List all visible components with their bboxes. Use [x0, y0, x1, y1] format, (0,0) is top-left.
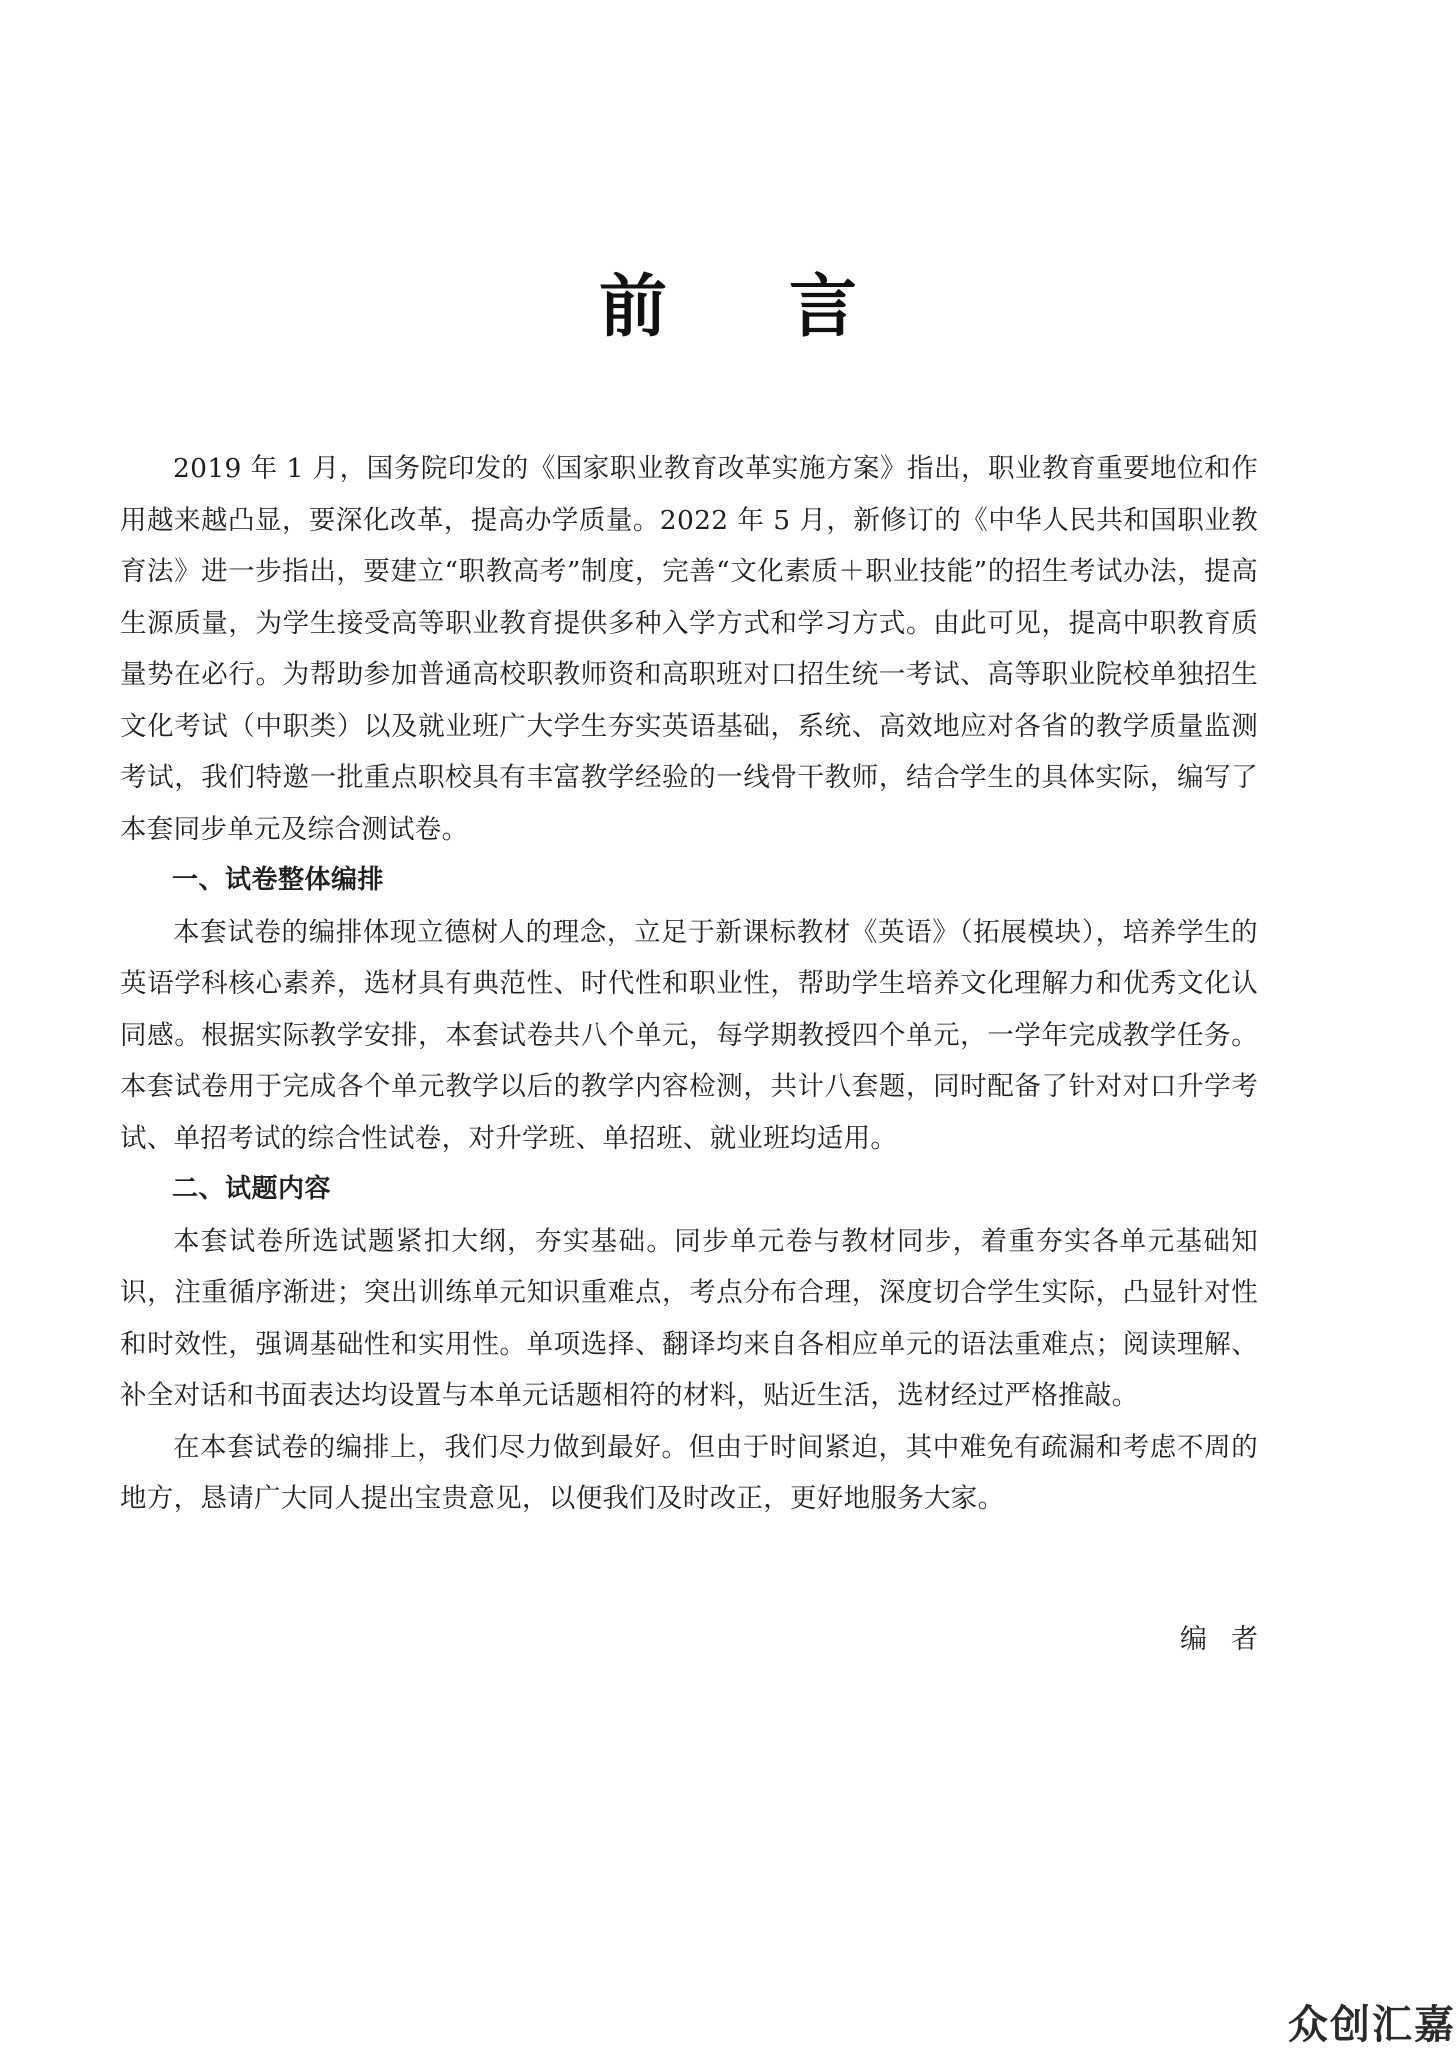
section-heading-layout: 一、试卷整体编排	[172, 865, 385, 895]
paragraph-layout: 本套试卷的编排体现立德树人的理念，立足于新课标教材《英语》（拓展模块），培养学生的英语学科核心素养，选材具有典范性、时代性和职业性，帮助学生培养文化理解力和优秀文化认同感。根据实际教学安排，本套试卷共八个单元，每学期教授四个单元，一学年完成教学任务。本套试卷用于完成各个单元教学以后的教学内容检测，共计八套题，同时配备了针对对口升学考试、单招考试的综合性试卷，对升学班、单招班、就业班均适用。	[120, 916, 1258, 1154]
paragraph-content: 本套试卷所选试题紧扣大纲，夯实基础。同步单元卷与教材同步，着重夯实各单元基础知识，注重循序渐进；突出训练单元知识重难点，考点分布合理，深度切合学生实际，凸显针对性和时效性，强调基础性和实用性。单项选择、翻译均来自各相应单元的语法重难点；阅读理解、补全对话和书面表达均设置与本单元话题相符的材料，贴近生活，选材经过严格推敲。	[120, 1225, 1258, 1411]
body-content	[120, 443, 1258, 1525]
paragraph-intro: 2019 年 1 月，国务院印发的《国家职业教育改革实施方案》指出，职业教育重要地位和作用越来越凸显，要深化改革，提高办学质量。2022 年 5 月，新修订的《中华人民共和国职业教育法》进一步指出，要建立“职教高考”制度，完善“文化素质＋职业技能”的招生考试办法，提高生源质量，为学生接受高等职业教育提供多种入学方式和学习方式。由此可见，提高中职教育质量势在必行。为帮助参加普通高校职教师资和高职班对口招生统一考试、高等职业院校单独招生文化考试（中职类）以及就业班广大学生夯实英语基础，系统、高效地应对各省的教学质量监测考试，我们特邀一批重点职校具有丰富教学经验的一线骨干教师，结合学生的具体实际，编写了本套同步单元及综合测试卷。	[120, 453, 1258, 845]
watermark-logo: 众创汇嘉	[1288, 2002, 1456, 2048]
section-heading-content: 二、试题内容	[172, 1174, 332, 1204]
paragraph-closing: 在本套试卷的编排上，我们尽力做到最好。但由于时间紧迫，其中难免有疏漏和考虑不周的地方，恳请广大同人提出宝贵意见，以便我们及时改正，更好地服务大家。	[120, 1431, 1258, 1514]
author-signature: 编者	[1180, 1624, 1282, 1655]
page-title: 前言	[598, 267, 979, 347]
